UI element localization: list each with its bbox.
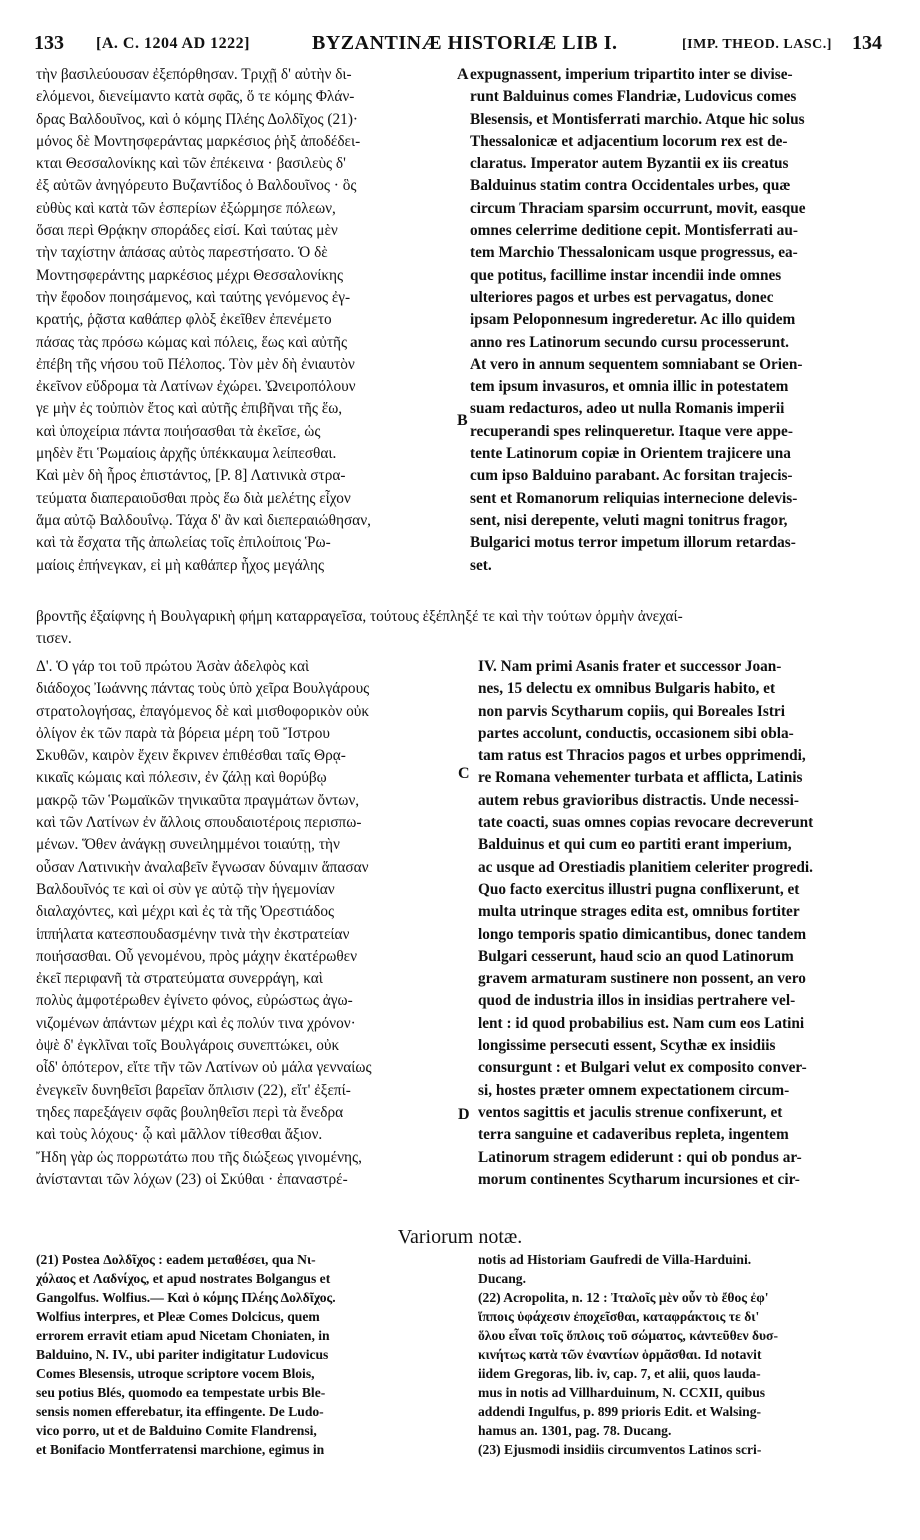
latin-column-section-one: expugnassent, imperium tripartito inter se divise- runt Balduinus comes Flandriæ, Ludovicus comes Blesensis, et Montisferrati marchio. Atque hic solus Thessalonicæ et adjacentium locorum rex est de- claratus. Imperator autem Byzantii ex iis creatus Balduinus statim contra Occidentales urbes, quæ circum Thraciam sparsim occurrunt, movit, easque omnes celerrime deditione cepit. Montisferrati au- tem Marchio Thessalonicam usque progressus, ea- que potitus, facillime instar incendii inde omnes ulteriores pagos et urbes est pervagatus, donec ipsam Peloponnesum ingrederetur. Ac illo quidem anno res Latinorum secundo cursu processerunt. At vero in annum sequentem somniabant se Orien- tem ipsum invasuros, et omnia illic in potestatem suam redacturos, adeo ut nulla Romanis imperii recuperandi spes relinqueretur. Itaque vere appe- tente Latinorum copiæ in Orientem trajicere una cum ipso Balduino parabant. Ac forsitan trajecis- sent et Romanorum reliquias internecione delevis- sent, nisi derepente, veluti magni tonitrus fragor, Bulgarici motus terror impetum illorum retardas- set.: [470, 66, 806, 574]
emperor-label: [IMP. THEOD. LASC.]: [682, 37, 832, 52]
margin-marker-a: A: [457, 66, 469, 83]
margin-marker-c: C: [458, 765, 470, 782]
notes-right-column: notis ad Historiam Gaufredi de Villa-Harduini. Ducang. (22) Acropolita, n. 12 : Ἰταλοῖς μὲν οὖν τὸ ἔθος ἐφ' ἵπποις ὑφάχεσιν ἐποχεῖσθαι, καταφράκτοις τε δι' ὅλου εἶναι τοῖς ὅπλοις τοῦ σώματος, κἀντεῦθεν δυσ- κινήτως κατὰ τῶν ἐναντίων ὁρμᾶσθαι. Id notavit iidem Gregoras, lib. iv, cap. 7, et alii, quos lauda- mus in notis ad Villharduinum, N. CCXII, quibus addendi Ingulfus, p. 899 prioris Edit. et Walsing- hamus an. 1301, pag. 78. Ducang. (23) Ejusmodi insidiis circumventos Latinos scri-: [478, 1252, 778, 1457]
notes-heading: Variorum notæ.: [397, 1226, 523, 1248]
greek-spanning-line: βροντῆς ἐξαίφνης ἡ Βουλγαρικὴ φήμη καταρραγεῖσα, τούτους ἐξέπληξέ τε καὶ τὴν τούτων ὁρμὴν ἀνεχαί- τισεν.: [36, 608, 683, 648]
greek-column-section-one: τὴν βασιλεύουσαν ἐξεπόρθησαν. Τριχῇ δ' αὐτὴν δι- ελόμενοι, διενείμαντο κατὰ σφᾶς, ὅ τε κόμης Φλάν- δρας Βαλδουῖνος, καὶ ὁ κόμης Πλέης Δολδῖχος (21)· μόνος δὲ Μοντησφεράντας μαρκέσιος ῥὴξ ἀποδέδει- κται Θεσσαλονίκης καὶ τῶν ἐπέκεινα · βασιλεὺς δ' ἐξ αὐτῶν ἀνηγόρευτο Βυζαντίδος ὁ Βαλδουῖνος · ὃς εὐθὺς καὶ κατὰ τῶν ἑσπερίων ἐξώρμησε πόλεων, ὅσαι περὶ Θρᾴκην σποράδες εἰσί. Καὶ ταύτας μὲν τὴν ταχίστην ἁπάσας αὐτὸς παρεστήσατο. Ὁ δὲ Μοντησφεράντης μαρκέσιος μέχρι Θεσσαλονίκης τὴν ἔφοδον ποιησάμενος, καὶ ταύτης γενόμενος ἐγ- κρατής, ῥᾷστα καθάπερ φλὸξ ἐκεῖθεν ἐπενέμετο πάσας τὰς πρόσω κώμας καὶ πόλεις, ἕως καὶ αὐτῆς ἐπέβη τῆς νήσου τοῦ Πέλοπος. Τὸν μὲν δὴ ἐνιαυτὸν ἐκεῖνον εὔδρομα τὰ Λατίνων ἐχώρει. Ὠνειροπόλουν γε μὴν ἐς τοὐπιὸν ἔτος καὶ αὐτῆς ἐπιβῆναι τῆς ἕω, καὶ ὑποχείρια πάντα ποιήσασθαι τὰ ἐκεῖσε, ὡς μηδὲν ἔτι Ῥωμαίοις ἀρχῆς ὑπέκκαυμα λείπεσθαι. Καὶ μὲν δὴ ἦρος ἐπιστάντος, [P. 8] Λατινικὰ στρα- τεύματα διαπεραιοῦσθαι πρὸς ἕω διὰ μελέτης εἶχον ἅμα αὐτῷ Βαλδουΐνῳ. Τάχα δ' ἂν καὶ διεπεραιώθησαν, καὶ τὰ ἔσχατα τῆς ἀπωλείας τοῖς ἐπιλοίποις Ῥω- μαίοις ἐπήνεγκαν, εἰ μὴ καθάπερ ἦχος μεγάλης: [36, 66, 371, 574]
margin-marker-b: B: [457, 412, 468, 429]
margin-marker-d: D: [458, 1106, 470, 1123]
latin-column-section-two: IV. Nam primi Asanis frater et successor Joan- nes, 15 delectu ex omnibus Bulgaris habito, et non parvis Scytharum copiis, qui Boreales Istri partes accolunt, conductis, occasionem sibi obla- tam ratus est Thracios pagos et urbes opprimendi, re Romana vehementer turbata et afflicta, Latinis autem rebus gravioribus distractis. Unde necessi- tate coacti, suas omnes copias revocare decreverunt Balduinus et qui cum eo partiti erant imperium, ac usque ad Orestiadis planitiem celeriter progredi. Quo facto exercitus illustri pugna conflixerunt, et multa utrinque strages edita est, omnibus fortiter longo temporis spatio dimicantibus, donec tandem Bulgari cesserunt, haud scio an quod Latinorum gravem armaturam sustinere non possent, an vero quod de industria illos in insidias pertrahere vel- lent : id quod probabilius est. Nam cum eos Latini longissime persecuti essent, Scythæ ex insidiis consurgunt : et Bulgari velut ex composito conver- si, hostes præter omnem expectationem circum- ventos sagittis et jaculis strenue confixerunt, et terra sanguine et cadaveribus repleta, ingentem Latinorum stragem ediderunt : qui ob pondus ar- morum continentes Scytharum incursiones et cir-: [478, 658, 814, 1188]
greek-column-section-two: Δ'. Ὁ γάρ τοι τοῦ πρώτου Ἀσὰν ἀδελφὸς καὶ διάδοχος Ἰωάννης πάντας τοὺς ὑπὸ χεῖρα Βουλγάρους στρατολογήσας, ἐπαγόμενος δὲ καὶ μισθοφορικὸν οὐκ ὀλίγον ἐκ τῶν παρὰ τὰ βόρεια μέρη τοῦ Ἴστρου Σκυθῶν, καιρὸν ἔχειν ἔκρινεν ἐπιθέσθαι ταῖς Θρᾳ- κικαῖς κώμαις καὶ πόλεσιν, ἐν ζάλῃ καὶ θορύβῳ μακρῷ τῶν Ῥωμαϊκῶν τηνικαῦτα πραγμάτων ὄντων, καὶ τῶν Λατίνων ἐν ἄλλοις σπουδαιοτέροις περισπω- μένων. Ὅθεν ἀνάγκῃ συνειλημμένοι τοιαύτῃ, τὴν οὖσαν Λατινικὴν ἀναλαβεῖν ἔγνωσαν δύναμιν ἅπασαν Βαλδουῖνός τε καὶ οἱ σὺν γε αὐτῷ τὴν ἡγεμονίαν διαλαχόντες, καὶ μέχρι καὶ ἐς τὰ τῆς Ὀρεστιάδος ἱππήλατα κατεσπουδασμένην τινὰ τὴν ἐκστρατείαν ποιήσασθαι. Οὗ γενομένου, πρὸς μάχην ἑκατέρωθεν ἐκεῖ περιφανῆ τὰ στρατεύματα συνερράγη, καὶ πολὺς ἀμφοτέρωθεν ἐγίνετο φόνος, εὐρώστως ἀγω- νιζομένων ἁπάντων μέχρι καὶ ἐς πολύν τινα χρόνον· ὀψὲ δ' ἐγκλῖναι τοῖς Βουλγάροις συνεπτώκει, οὐκ οἶδ' ὁπότερον, εἴτε τῆν τῶν Λατίνων οὐ μάλα γενναίως ἐνεγκεῖν δυνηθεῖσι βαρεῖαν ὅπλισιν (22), εἴτ' ἐξεπί- τηδες παρεξάγειν σφᾶς βουληθεῖσι περὶ τὰ ἔνεδρα καὶ τοὺς λόχους· ᾧ καὶ μᾶλλον τίθεσθαι ἄξιον. Ἤδη γὰρ ὡς πορρωτάτω που τῆς διώξεως γινομένης, ἀνίστανται τῶν λόχων (23) οἱ Σκύθαι · ἐπαναστρέ-: [36, 658, 372, 1188]
book-title: BYZANTINÆ HISTORIÆ LIB I.: [312, 32, 618, 54]
notes-left-column: (21) Postea Δολδῖχος : eadem μεταθέσει, qua Νι- χόλαος et Λαδνίχος, et apud nostrates Bolgangus et Gangolfus. Wolfius.— Καὶ ὁ κόμης Πλέης Δολδῖχος. Wolfius interpres, et Pleæ Comes Dolcicus, quem errorem erravit etiam apud Nicetam Choniaten, in Balduino, N. IV., ubi pariter indigitatur Ludovicus Comes Blesensis, utroque scriptore vocem Blois, seu potius Blés, quomodo ea tempestate urbis Ble- sensis nomen efferebatur, ita effingente. De Ludo- vico porro, ut et de Balduino Comite Flandrensi, et Bonifacio Montferratensi marchione, egimus in: [36, 1252, 336, 1457]
right-page-number: 134: [852, 32, 882, 54]
running-header: [30, 32, 882, 62]
left-page-number: 133: [34, 32, 64, 54]
date-range: [A. C. 1204 AD 1222]: [96, 35, 250, 52]
